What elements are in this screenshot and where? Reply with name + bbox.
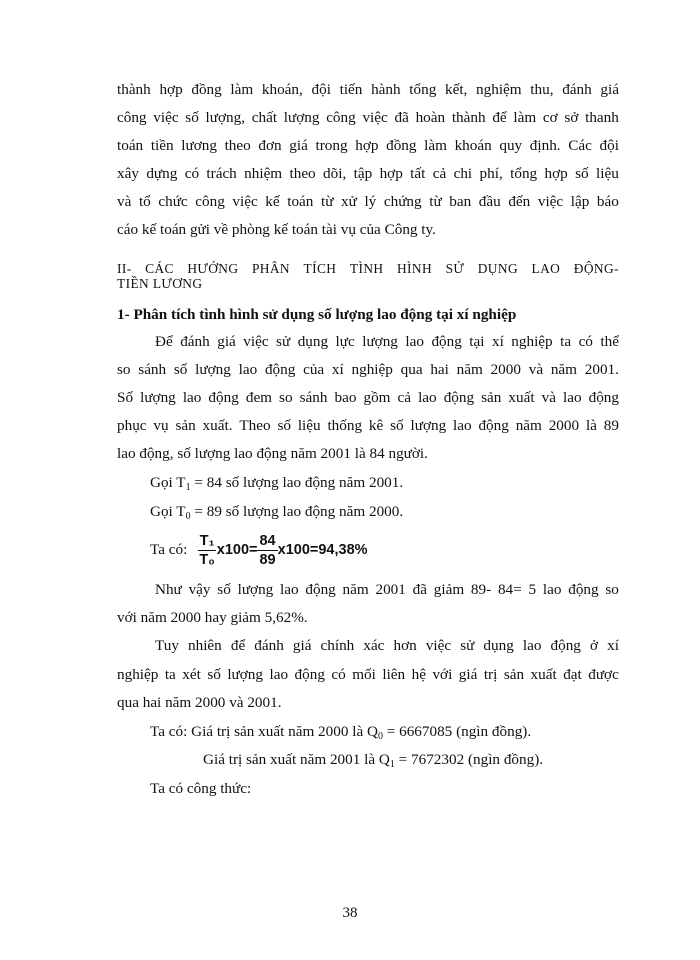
word: quy bbox=[499, 137, 523, 154]
paragraph-decrease-last-line: với năm 2000 hay giảm 5,62%. bbox=[117, 609, 308, 626]
word: lao bbox=[280, 581, 299, 598]
word: số bbox=[277, 417, 291, 434]
word: năm bbox=[550, 361, 577, 378]
word: tập bbox=[353, 165, 373, 182]
word: lao bbox=[563, 389, 582, 406]
word: thu, bbox=[530, 81, 554, 98]
word: khoán, bbox=[261, 81, 303, 98]
text-line bbox=[117, 108, 619, 128]
word: định. bbox=[529, 137, 561, 154]
word: mối bbox=[352, 666, 376, 683]
word: lao bbox=[269, 666, 289, 683]
word: 84= bbox=[497, 581, 522, 598]
word: ở bbox=[589, 637, 599, 654]
word: toán bbox=[117, 137, 144, 154]
word: đồng bbox=[191, 81, 222, 98]
word: năm bbox=[515, 417, 542, 434]
word: hơn bbox=[393, 637, 417, 654]
word: lượng bbox=[283, 109, 320, 126]
word: xác bbox=[363, 637, 385, 654]
word: kê bbox=[368, 417, 384, 434]
formula-intro: Ta có công thức: bbox=[150, 780, 252, 797]
word: hai bbox=[430, 361, 449, 378]
word: Như bbox=[155, 581, 182, 598]
word: và bbox=[541, 389, 556, 406]
word: tiền bbox=[150, 137, 174, 154]
word: năm bbox=[456, 361, 483, 378]
word: đồng bbox=[386, 137, 417, 154]
text-line bbox=[117, 360, 619, 380]
word: lượng bbox=[237, 581, 274, 598]
word: hợp bbox=[159, 81, 183, 98]
word: lao bbox=[522, 637, 542, 654]
fraction-84-over-89: $\frac{84}{89}$ bbox=[259, 532, 276, 568]
word: được bbox=[588, 666, 619, 683]
paragraph-labor-last-line: lao động, số lượng lao động năm 2001 là 84 người. bbox=[117, 445, 428, 462]
text-line bbox=[155, 636, 619, 656]
word: công bbox=[326, 109, 356, 126]
word: đánh bbox=[562, 81, 592, 98]
word: lượng bbox=[140, 389, 176, 406]
page-number: 38 bbox=[342, 905, 358, 921]
word: làm bbox=[230, 81, 254, 98]
word: cơ bbox=[542, 109, 558, 126]
heading-word: SỬ bbox=[445, 261, 465, 276]
word: việc bbox=[232, 193, 258, 210]
word: thể bbox=[600, 333, 619, 350]
word: cả bbox=[432, 165, 447, 182]
word: giá bbox=[217, 333, 236, 350]
word: có bbox=[184, 165, 200, 182]
word: tổ bbox=[138, 193, 151, 210]
word: hệ bbox=[411, 666, 426, 683]
word: đem bbox=[245, 389, 272, 406]
word: kế bbox=[265, 193, 280, 210]
word: đội bbox=[311, 81, 331, 98]
word: chi bbox=[453, 165, 473, 182]
word: đã bbox=[412, 581, 427, 598]
word: phí, bbox=[479, 165, 503, 182]
text-line bbox=[117, 416, 619, 436]
word: tổng bbox=[409, 81, 437, 98]
heading-word: TÌNH bbox=[349, 261, 384, 276]
word: tất bbox=[410, 165, 426, 182]
text-line bbox=[117, 80, 619, 100]
word: của bbox=[303, 361, 325, 378]
word: lực bbox=[335, 333, 355, 350]
word: xử bbox=[341, 193, 357, 210]
word: thanh bbox=[585, 109, 619, 126]
word: việc bbox=[243, 333, 269, 350]
word: đánh bbox=[254, 637, 284, 654]
word: hợp bbox=[544, 165, 568, 182]
word: sản bbox=[503, 666, 525, 683]
word: đơn bbox=[258, 137, 282, 154]
word: Tuy bbox=[155, 637, 179, 654]
word: so bbox=[117, 361, 131, 378]
word: động bbox=[264, 361, 296, 378]
word: lập bbox=[570, 193, 590, 210]
word: dựng bbox=[146, 165, 178, 182]
word: lao bbox=[238, 361, 258, 378]
heading-word: PHÂN bbox=[251, 261, 290, 276]
word: Để bbox=[155, 333, 173, 350]
word: liệu bbox=[297, 417, 321, 434]
word: làm bbox=[513, 109, 537, 126]
fraction-t1-over-t0: $\frac{\text{T₁}}{\text{T₀}}$ bbox=[199, 532, 215, 568]
production-value-2000: Ta có: Giá trị sản xuất năm 2000 là $Q_0 = 6667085$ (ngìn đồng). bbox=[150, 723, 532, 742]
word: 2000 bbox=[490, 361, 521, 378]
word: việc bbox=[153, 109, 179, 126]
word: giảm bbox=[433, 581, 465, 598]
word: từ bbox=[320, 193, 334, 210]
word: nghiệp bbox=[511, 333, 553, 350]
word: để bbox=[492, 109, 507, 126]
subheading: 1- Phân tích tình hình sử dụng số lượng lao động tại xí nghiệp bbox=[117, 306, 517, 323]
text-line bbox=[117, 665, 619, 685]
word: tiến bbox=[339, 81, 363, 98]
word: công bbox=[117, 109, 147, 126]
word: theo bbox=[289, 165, 316, 182]
word: lượng bbox=[227, 666, 263, 683]
word: 89 bbox=[603, 417, 619, 434]
word: lượng bbox=[195, 361, 231, 378]
word: ta bbox=[164, 666, 176, 683]
word: lao bbox=[182, 389, 202, 406]
word: dụng bbox=[297, 333, 329, 350]
heading-word: II- bbox=[117, 261, 132, 276]
word: động bbox=[431, 333, 462, 350]
word: số bbox=[390, 417, 404, 434]
word: xây bbox=[117, 165, 139, 182]
definition-t1: Gọi $T_1 = 84$ số lượng lao động năm 2001. bbox=[150, 474, 404, 493]
word: đã bbox=[394, 109, 409, 126]
word: lương bbox=[181, 137, 217, 154]
word: đến bbox=[508, 193, 531, 210]
formula-labor-ratio: Ta có: $\frac{\text{T₁}}{\text{T₀}}$ x100= $\frac{84}{89}$ x100=94,38% bbox=[150, 532, 368, 568]
word: 2000 bbox=[548, 417, 580, 434]
word: để bbox=[230, 637, 246, 654]
word: đầu bbox=[478, 193, 501, 210]
word: gồm bbox=[363, 389, 391, 406]
section-heading-line2: TIỀN LƯƠNG bbox=[117, 276, 203, 291]
word: theo bbox=[224, 137, 251, 154]
word: năm bbox=[342, 581, 369, 598]
word: đánh bbox=[180, 333, 210, 350]
word: sản bbox=[481, 389, 502, 406]
word: chứng bbox=[383, 193, 422, 210]
word: động bbox=[208, 389, 239, 406]
heading-word: HƯỚNG bbox=[187, 261, 239, 276]
word: báo bbox=[596, 193, 619, 210]
word: và bbox=[528, 361, 544, 378]
word: Theo bbox=[239, 417, 271, 434]
word: lượng, bbox=[205, 109, 246, 126]
word: sở bbox=[564, 109, 579, 126]
word: có bbox=[578, 333, 593, 350]
word: và bbox=[117, 193, 132, 210]
text-line bbox=[117, 164, 619, 184]
word: thống bbox=[327, 417, 363, 434]
word: cả bbox=[397, 389, 412, 406]
word: trách bbox=[206, 165, 237, 182]
word: khoán bbox=[454, 137, 492, 154]
word: xí bbox=[491, 333, 504, 350]
word: số bbox=[217, 581, 231, 598]
word: sản bbox=[175, 417, 196, 434]
text-line bbox=[155, 580, 619, 600]
word: là bbox=[585, 417, 597, 434]
word: hợp bbox=[355, 137, 379, 154]
word: chất bbox=[251, 109, 278, 126]
word: thành bbox=[451, 109, 486, 126]
heading-word: DỤNG bbox=[477, 261, 519, 276]
word: động bbox=[550, 637, 581, 654]
word: số bbox=[185, 109, 199, 126]
word: xuất bbox=[508, 389, 535, 406]
text-line bbox=[155, 332, 619, 352]
word: 2001 bbox=[375, 581, 406, 598]
word: trong bbox=[315, 137, 348, 154]
word: số bbox=[575, 165, 589, 182]
word: số bbox=[207, 666, 221, 683]
word: xí bbox=[331, 361, 344, 378]
word: hoàn bbox=[415, 109, 446, 126]
word: làm bbox=[424, 137, 447, 154]
word: việc bbox=[425, 637, 452, 654]
word: Số bbox=[117, 389, 134, 406]
word: đội bbox=[599, 137, 619, 154]
word: động bbox=[588, 389, 619, 406]
word: số bbox=[173, 361, 188, 378]
word: đạt bbox=[563, 666, 582, 683]
word: giá bbox=[600, 81, 619, 98]
word: so bbox=[605, 581, 619, 598]
word: sánh bbox=[299, 389, 328, 406]
word: lao bbox=[453, 417, 472, 434]
word: lao bbox=[542, 581, 562, 598]
word: lượng bbox=[362, 333, 398, 350]
word: việc bbox=[362, 109, 388, 126]
word: ta bbox=[560, 333, 572, 350]
word: xí bbox=[607, 637, 619, 654]
word: tại bbox=[469, 333, 485, 350]
heading-word: CÁC bbox=[145, 261, 174, 276]
heading-word: LAO bbox=[531, 261, 561, 276]
definition-t0: Gọi $T_0 = 89$ số lượng lao động năm 2000. bbox=[150, 503, 404, 522]
word: vậy bbox=[188, 581, 211, 598]
heading-word: TÍCH bbox=[303, 261, 337, 276]
word: chính bbox=[320, 637, 355, 654]
word: sử bbox=[460, 637, 475, 654]
text-line bbox=[117, 136, 619, 156]
word: qua bbox=[400, 361, 423, 378]
word: liệu bbox=[596, 165, 619, 182]
word: bao bbox=[334, 389, 357, 406]
word: giá bbox=[292, 637, 312, 654]
word: sử bbox=[276, 333, 291, 350]
word: phục bbox=[117, 417, 147, 434]
text-line bbox=[117, 192, 619, 212]
word: lao bbox=[405, 333, 424, 350]
word: nhiệm bbox=[244, 165, 283, 182]
word: kết, bbox=[445, 81, 468, 98]
word: vụ bbox=[153, 417, 169, 434]
word: nghiệm bbox=[476, 81, 522, 98]
production-value-2001: Giá trị sản xuất năm 2001 là $Q_1 = 7672302$ (ngìn đồng). bbox=[203, 751, 544, 770]
word: thành bbox=[117, 81, 151, 98]
word: toán bbox=[287, 193, 314, 210]
heading-word: HÌNH bbox=[396, 261, 433, 276]
paragraph-intro-last-line: cáo kế toán gửi về phòng kế toán tài vụ của Công ty. bbox=[117, 221, 436, 238]
heading-word: ĐỘNG- bbox=[573, 261, 619, 276]
word: ban bbox=[449, 193, 472, 210]
word: động bbox=[478, 417, 509, 434]
word: nhiên bbox=[188, 637, 222, 654]
text-line bbox=[117, 388, 619, 408]
word: hợp bbox=[379, 165, 403, 182]
word: sánh bbox=[138, 361, 167, 378]
word: dõi, bbox=[323, 165, 347, 182]
word: liên bbox=[382, 666, 406, 683]
word: động bbox=[568, 581, 599, 598]
word: 89- bbox=[470, 581, 492, 598]
word: động bbox=[305, 581, 336, 598]
word: có bbox=[331, 666, 346, 683]
word: lao bbox=[418, 389, 437, 406]
word: giá bbox=[289, 137, 308, 154]
word: động bbox=[443, 389, 475, 406]
word: hành bbox=[371, 81, 401, 98]
paragraph-production-last-line: qua hai năm 2000 và 2001. bbox=[117, 694, 282, 711]
word: trị bbox=[483, 666, 498, 683]
word: nghiệp bbox=[117, 666, 159, 683]
word: lượng bbox=[410, 417, 447, 434]
word: tổng bbox=[510, 165, 538, 182]
word: xuất. bbox=[202, 417, 233, 434]
word: với bbox=[432, 666, 453, 683]
word: động bbox=[294, 666, 325, 683]
word: lý bbox=[364, 193, 377, 210]
word: chức bbox=[158, 193, 188, 210]
word: xuất bbox=[530, 666, 557, 683]
word: xét bbox=[182, 666, 201, 683]
word: công bbox=[195, 193, 225, 210]
word: việc bbox=[537, 193, 564, 210]
word: từ bbox=[429, 193, 442, 210]
word: 5 bbox=[528, 581, 537, 598]
word: nghiệp bbox=[351, 361, 393, 378]
word: Các bbox=[568, 137, 592, 154]
word: giá bbox=[458, 666, 478, 683]
word: dụng bbox=[483, 637, 514, 654]
word: so bbox=[279, 389, 293, 406]
word: 2001. bbox=[584, 361, 619, 378]
